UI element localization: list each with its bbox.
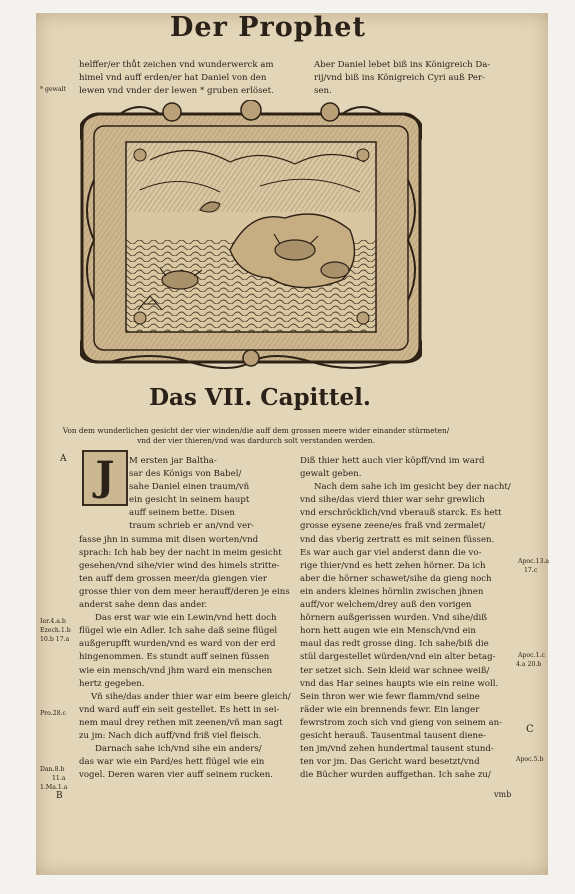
margin-note-gewalt: * gewalt	[40, 86, 67, 93]
text-line: Vñ sihe/das ander thier war eim beere gleich/	[91, 691, 291, 702]
text-line: fasse jhn in summa mit disen worten/vnd	[79, 534, 259, 545]
section-mark-b: B	[56, 791, 63, 801]
margin-ref: 17.c	[524, 567, 538, 574]
text-line: rige thier/vnd es hett zehen hörner. Da ich	[300, 560, 486, 571]
margin-ref: 11.a	[52, 775, 66, 782]
text-line: vnd erschröcklich/vnd vberauß starck. Es hett	[300, 508, 502, 519]
margin-ref: Apoc.5.b	[516, 756, 544, 763]
text-line: ten auff dem grossen meer/da giengen vier	[79, 573, 267, 584]
text-line: Diß thier hett auch vier köpff/vnd im ward	[300, 456, 485, 466]
text-line: stül dargestellet würden/vnd ein alter betag-	[300, 652, 496, 663]
margin-ref: Pro.28.c	[40, 710, 67, 717]
decorated-initial: J	[82, 450, 128, 506]
text-line: vnd sihe/das vierd thier war sehr grewlich	[300, 495, 485, 506]
top-left-column	[79, 59, 294, 98]
margin-ref: Ier.4.a.b	[40, 618, 66, 625]
text-line: hertz gegeben.	[79, 678, 145, 689]
margin-ref: Ezech.1.b	[40, 627, 71, 634]
text-line: nem maul drey rethen mit zeenen/vñ man sagt	[79, 717, 283, 728]
text-line: sahe Daniel einen traum/vñ	[129, 482, 250, 493]
text-line: ten jm/vnd zehen hundertmal tausent stund-	[300, 744, 494, 755]
text-line: anderst sahe denn das ander.	[79, 600, 208, 611]
text-line: vnd das Har seines haupts wie ein reine woll.	[300, 678, 499, 689]
text-line: rij/vnd biß ins Königreich Cyri auß Per-	[314, 73, 485, 84]
text-line: helffer/er thůt zeichen vnd wunderwerck am	[79, 60, 274, 70]
text-line: ein gesicht in seinem haupt	[129, 495, 250, 506]
margin-ref: Apoc.13.a	[518, 558, 550, 565]
margin-ref: 4.a 20.b	[516, 661, 542, 668]
text-line: Aber Daniel lebet biß ins Königreich Da-	[314, 60, 491, 70]
text-line: ein anders kleines hörnlin zwischen jhnen	[300, 586, 484, 597]
section-mark-c: C	[526, 724, 534, 735]
text-line: räder wie ein brennends fewr. Ein langer	[300, 704, 480, 715]
catchword: vmb	[494, 790, 512, 799]
text-line: vogel. Deren waren vier auff seinem rucken.	[79, 770, 273, 781]
text-line: gesicht herauß. Tausentmal tausent diene-	[300, 730, 487, 741]
text-line: Es war auch gar viel anderst dann die vo-	[300, 547, 482, 558]
text-line: Darnach sahe ich/vnd sihe ein anders/	[95, 744, 262, 755]
top-right-column	[314, 59, 519, 98]
text-line: Nach dem sahe ich im gesicht bey der nacht/	[314, 482, 511, 493]
text-line: grosse eysene zeene/es fraß vnd zermalet/	[300, 521, 486, 532]
text-line: aber die hörner schawet/sihe da gieng noch	[300, 573, 492, 584]
text-line: vnd das vberig zertratt es mit seinen füssen.	[300, 534, 495, 545]
chapter-summary-line: vnd der vier thieren/vnd was dardurch solt verstanden werden.	[137, 436, 375, 445]
text-line: sen.	[314, 86, 332, 97]
text-line: sprach: Ich hab bey der nacht in meim gesicht	[79, 547, 282, 558]
chapter-title: Das VII. Capittel.	[149, 384, 371, 411]
margin-ref: 1.Ma.1.a	[40, 784, 68, 791]
margin-ref: Dan.8.b	[40, 766, 65, 773]
text-line: vnd ward auff ein seit gestellet. Es hett in sei-	[79, 704, 280, 715]
text-line: himel vnd auff erden/er hat Daniel von den	[79, 73, 267, 84]
text-line: zu jm: Nach dich auff/vnd friß viel fleisch.	[79, 730, 262, 741]
margin-ref: 10.b 17.a	[40, 636, 70, 643]
text-line: ten vor jm. Das Gericht ward besetzt/vnd	[300, 757, 480, 768]
text-line: ter setzet sich. Sein kleid war schnee weiß/	[300, 665, 490, 676]
text-line: Sein thron wer wie fewr flamm/vnd seine	[300, 691, 480, 702]
text-line: traum schrieb er an/vnd ver-	[129, 521, 255, 532]
text-line: gesehen/vnd sihe/vier wind des himels stritte-	[79, 560, 280, 571]
text-line: Das erst war wie ein Lewin/vnd hett doch	[95, 613, 277, 624]
margin-ref: Apoc.1.c	[518, 652, 545, 659]
text-line: M ersten jar Baltha-	[129, 456, 217, 466]
text-line: auff seinem bette. Disen	[129, 508, 235, 519]
text-line: hingenommen. Es stundt auff seinen füssen	[79, 652, 270, 663]
text-line: wie ein mensch/vnd jhm ward ein menschen	[79, 665, 273, 676]
woodcut-illustration	[80, 100, 422, 372]
text-line: sar des Königs von Babel/	[129, 469, 242, 480]
main-right-column	[300, 455, 514, 782]
text-line: horn hett augen wie ein Mensch/vnd ein	[300, 626, 476, 637]
text-line: auff/vor welchem/drey auß den vorigen	[300, 600, 472, 611]
text-line: außgerupfft wurden/vnd es ward von der erd	[79, 639, 276, 650]
text-line: flügel wie ein Adler. Ich sahe daß seine flügel	[79, 626, 278, 637]
text-line: grosse thier von dem meer herauff/deren je eins	[79, 586, 290, 597]
text-line: lewen vnd vnder der lewen * gruben erlöset.	[79, 86, 274, 97]
text-line: gewalt geben.	[300, 469, 362, 480]
chapter-summary-line: Von dem wunderlichen gesicht der vier winden/die auff dem grossen meere wider einander stürmeten/	[62, 426, 450, 435]
page-header-title: Der Prophet	[170, 12, 366, 43]
text-line: die Bücher wurden auffgethan. Ich sahe zu/	[300, 770, 491, 781]
text-line: das war wie ein Pard/es hett flügel wie ein	[79, 757, 265, 768]
section-mark-a: A	[60, 454, 67, 464]
text-line: maul das redt grosse ding. Ich sahe/biß die	[300, 639, 489, 650]
text-line: hörnern außgerissen wurden. Vnd sihe/diß	[300, 613, 488, 624]
main-left-column	[79, 455, 295, 782]
text-line: fewrstrom zoch sich vnd gieng von seinem an-	[300, 717, 503, 728]
